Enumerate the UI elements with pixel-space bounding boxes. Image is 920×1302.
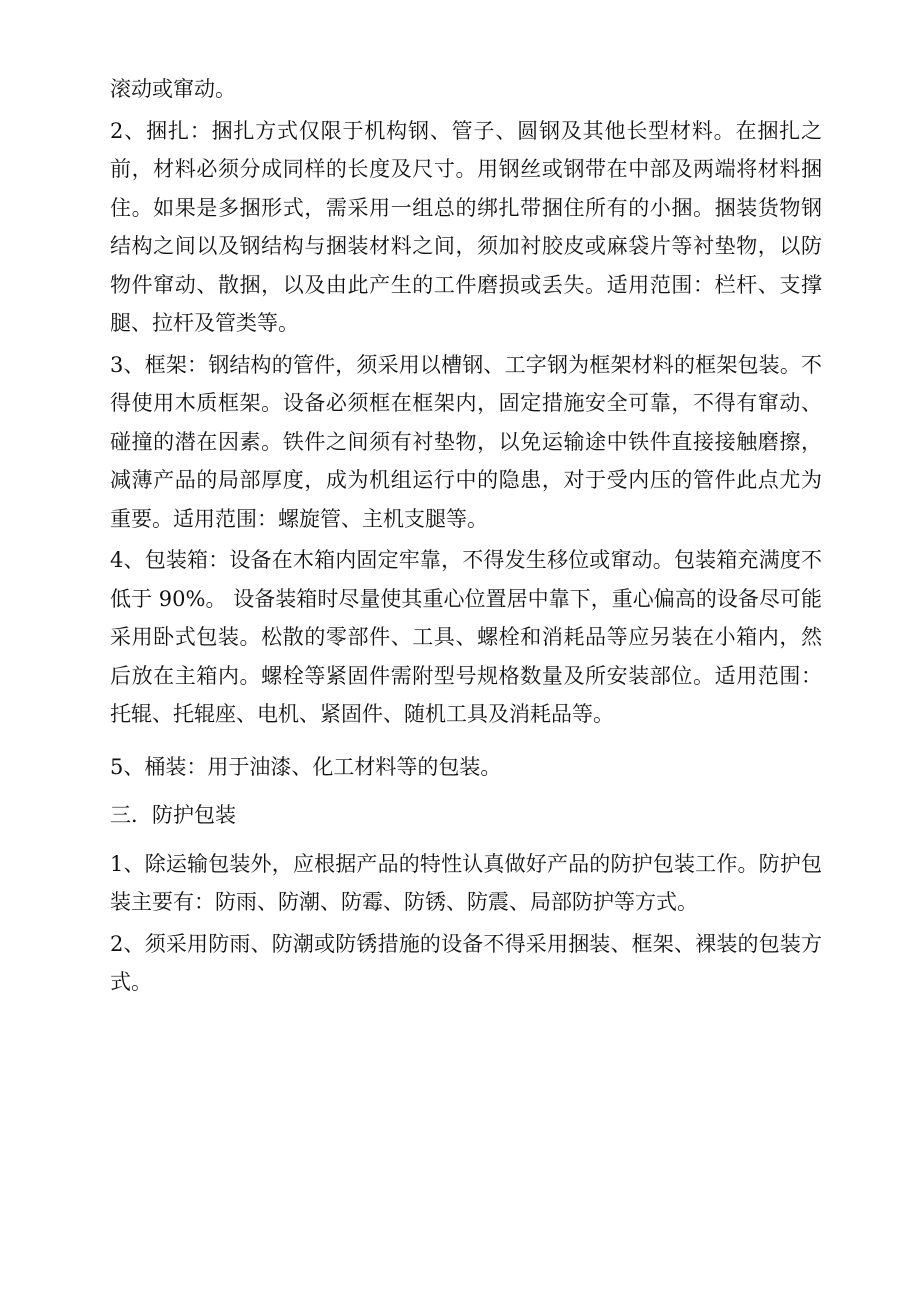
section-heading-protective-packaging: 三．防护包装 (110, 803, 236, 827)
paragraph-barrel: 5、桶装：用于油漆、化工材料等的包装。 (110, 754, 502, 779)
paragraph-packing-box: 4、包装箱：设备在木箱内固定牢靠，不得发生移位或窜动。包装箱充满度不低于 90%。 设备装箱时尽量使其重心位置居中靠下，重心偏高的设备尽可能采用卧式包装。松散的零部件、工具、螺栓和消耗品等应另装在小箱内，然后放在主箱内。螺栓等紧固件需附型号规格数量及所安装部位。适用范围：托辊、托辊座、电机、紧固件、随机工具及消耗品等。 (110, 548, 822, 726)
paragraph-protective-2: 2、须采用防雨、防潮或防锈措施的设备不得采用捆装、框架、裸装的包装方式。 (110, 931, 822, 994)
paragraph-frame: 3、框架：钢结构的管件，须采用以槽钢、工字钢为框架材料的框架包装。不得使用木质框架。设备必须框在框架内，固定措施安全可靠，不得有窜动、碰撞的潜在因素。铁件之间须有衬垫物，以免运输途中铁件直接接触磨擦，减薄产品的局部厚度，成为机组运行中的隐患，对于受内压的管件此点尤为重要。适用范围：螺旋管、主机支腿等。 (110, 352, 822, 531)
paragraph-continuation: 滚动或窜动。 (110, 77, 236, 101)
document-body (110, 70, 822, 1002)
paragraph-protective-1: 1、除运输包装外，应根据产品的特性认真做好产品的防护包装工作。防护包装主要有：防雨、防潮、防霉、防锈、防震、局部防护等方式。 (110, 851, 822, 914)
paragraph-bundling: 2、捆扎：捆扎方式仅限于机构钢、管子、圆钢及其他长型材料。在捆扎之前，材料必须分成同样的长度及尺寸。用钢丝或钢带在中部及两端将材料捆住。如果是多捆形式，需采用一组总的绑扎带捆住所有的小捆。捆装货物钢结构之间以及钢结构与捆装材料之间，须加衬胶皮或麻袋片等衬垫物，以防物件窜动、散捆，以及由此产生的工件磨损或丢失。适用范围：栏杆、支撑腿、拉杆及管类等。 (110, 118, 822, 335)
